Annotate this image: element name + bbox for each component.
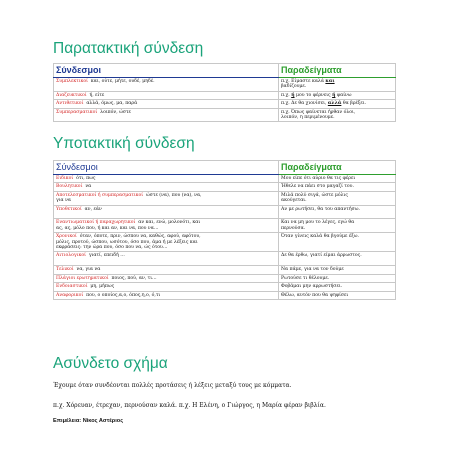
- row-category: Συμπλεκτικοί: [56, 79, 88, 84]
- section1-title: Παρατακτική σύνδεση: [53, 40, 204, 57]
- row-category: Τελικοί: [56, 267, 74, 273]
- row-example-tail: θα βρέξει.: [341, 101, 367, 107]
- row-category: Ενδοιαστικοί: [56, 284, 88, 290]
- row-words-line2: για να: [56, 198, 72, 204]
- row-words: ποιος, πού, αν, τι…: [111, 275, 157, 281]
- table-row: [54, 291, 396, 299]
- section3-title: Ασύνδετο σχήμα: [53, 355, 168, 372]
- row-example: Θέλω, αυτόν που θα ψηφίσει: [281, 292, 349, 298]
- paratactic-table: [53, 63, 396, 122]
- table-row: [54, 175, 396, 183]
- row-category: Πλάγιοι ερωτηματικοί: [56, 275, 109, 281]
- row-example-highlight: και: [325, 79, 335, 84]
- row-example-line2: λοιπόν, η περιμένουμε.: [281, 115, 335, 121]
- table-row: [54, 191, 396, 205]
- row-example: Και να μη μου το λέγες, εγώ θα: [281, 220, 355, 226]
- row-words: και, ούτε, μήτε, ουδέ, μηδέ.: [90, 79, 155, 84]
- col-examples-header: Παραδείγματα: [279, 64, 396, 78]
- row-example: Ήθελε να πάει στο μαγαζί του.: [281, 184, 354, 190]
- row-words: ή, είτε: [89, 92, 105, 98]
- row-example: Να πάμε, για να τον δούμε: [281, 267, 344, 273]
- table-row: [54, 252, 396, 266]
- row-words: ότι, πως: [76, 176, 96, 181]
- row-example: π.χ. Όπως φαίνεται ήρθαν όλοι,: [281, 109, 356, 115]
- table-row: [54, 283, 396, 291]
- row-category: Ειδικοί: [56, 176, 74, 181]
- row-example: π.χ. Είμαστε καλά: [281, 79, 326, 84]
- row-words-line3: εκφράσεις: την ώρα που, όσο που να, ώς ότου…: [56, 245, 168, 251]
- row-example: π.χ. Δε θα χιονίσει,: [281, 101, 328, 107]
- row-example-highlight: ή: [291, 92, 295, 98]
- row-category: Βουλητικοί: [56, 184, 83, 190]
- section2-title: Υποτακτική σύνδεση: [53, 135, 195, 152]
- editor-credit: Επιμέλεια: Νίκος Αστέριος: [53, 418, 124, 424]
- table-row: [54, 78, 396, 92]
- col-conjunctions-header: Σύνδεσμοι: [54, 161, 279, 175]
- hypotactic-table: [53, 160, 396, 300]
- col-examples-header: Παραδείγματα: [279, 161, 396, 175]
- row-words-line2: μόλις, προτού, ώσπου, ωσότου, όσο που, άμα ή με λέξεις και: [56, 239, 198, 245]
- row-example-line2: περνούσα.: [281, 225, 306, 231]
- row-category: Αντιθετικοί: [56, 101, 84, 107]
- row-example: Όταν γίνεις καλά θα βγούμε έξω.: [281, 234, 359, 240]
- row-words: αν και, ενώ, μολονότι, και: [138, 220, 201, 226]
- row-category: Συμπερασματικοί: [56, 109, 98, 115]
- row-example: Μιλά πολύ σιγά, ώστε μόλις: [281, 192, 348, 198]
- table-row: [54, 108, 396, 122]
- row-category: Αναφορικοί: [56, 292, 84, 298]
- row-category: Υποθετικοί: [56, 206, 82, 212]
- row-category: Αιτιολογικοί: [56, 253, 86, 259]
- row-words: λοιπόν, ώστε: [100, 109, 131, 115]
- row-example: Μου είπε ότι αύριο θα τις φέρει: [281, 176, 356, 181]
- row-category: Αποτελεσματικοί ή συμπερασματικοί: [56, 192, 144, 198]
- row-words: που, ο οποίος,α,ο, όπος,η,ο, ό,τι: [86, 292, 161, 298]
- row-example: π.χ.: [281, 92, 292, 98]
- table-row: [54, 183, 396, 191]
- col-conjunctions-header: Σύνδεσμοι: [54, 64, 279, 78]
- table-row: Διαζευκτικοί ή, είτε π.χ. ή μου το φέρνεις ή φαίνω: [54, 91, 396, 99]
- row-example: Ρωτούσε τι θέλουμε.: [281, 275, 330, 281]
- row-category: Χρονικοί: [56, 234, 77, 240]
- row-words: γιατί, επειδή …: [88, 253, 125, 259]
- row-example: Δε θα έρθω, γιατί είμαι άρρωστος.: [281, 253, 362, 259]
- row-example-line2: βαδίζουμε.: [281, 84, 307, 90]
- table-row: [54, 100, 396, 108]
- asyndeton-description: Έχουμε όταν συνδέονται πολλές προτάσεις ή λέξεις μεταξύ τους με κόμματα.: [53, 382, 292, 389]
- table-row: [54, 205, 396, 219]
- row-words: αλλά, όμως, μα, παρά: [86, 101, 138, 107]
- row-example: Φοβάμαι μην αρρωστήσει.: [281, 284, 343, 290]
- asyndeton-examples: π.χ. Χόρευαν, έτρεχαν, περνούσαν καλά. π.χ. Η Ελένη, ο Γιώργος, η Μαρία φέραν βιβλία.: [53, 402, 326, 409]
- row-category: Εναντιωματικοί ή παραχωρητικοί: [56, 220, 136, 226]
- row-category: Διαζευκτικοί: [56, 92, 87, 98]
- row-words: αν, εάν: [84, 206, 102, 212]
- row-example: Αν με ρωτήσει, θα του απαντήσω.: [281, 206, 360, 212]
- row-example-line2: ακούγεται.: [281, 198, 307, 204]
- row-words-line2: ας, ας, μόλο που, ή και αν, και να, που να…: [56, 225, 159, 231]
- table-row: [54, 274, 396, 282]
- table-row: [54, 266, 396, 274]
- table-row: [54, 219, 396, 233]
- table-row: [54, 233, 396, 252]
- row-words: να: [85, 184, 92, 190]
- row-words: ώστε (να), που (να), να,: [146, 192, 202, 198]
- row-words: μη, μήπως: [90, 284, 115, 290]
- row-example-highlight: αλλά: [327, 101, 342, 107]
- row-words: να, για να: [76, 267, 101, 273]
- row-words: όταν, όποτε, πριν, ώσπου να, καθώς, αφού, αφότου,: [79, 234, 201, 240]
- row-example-tail: μου το φέρνεις: [294, 92, 333, 98]
